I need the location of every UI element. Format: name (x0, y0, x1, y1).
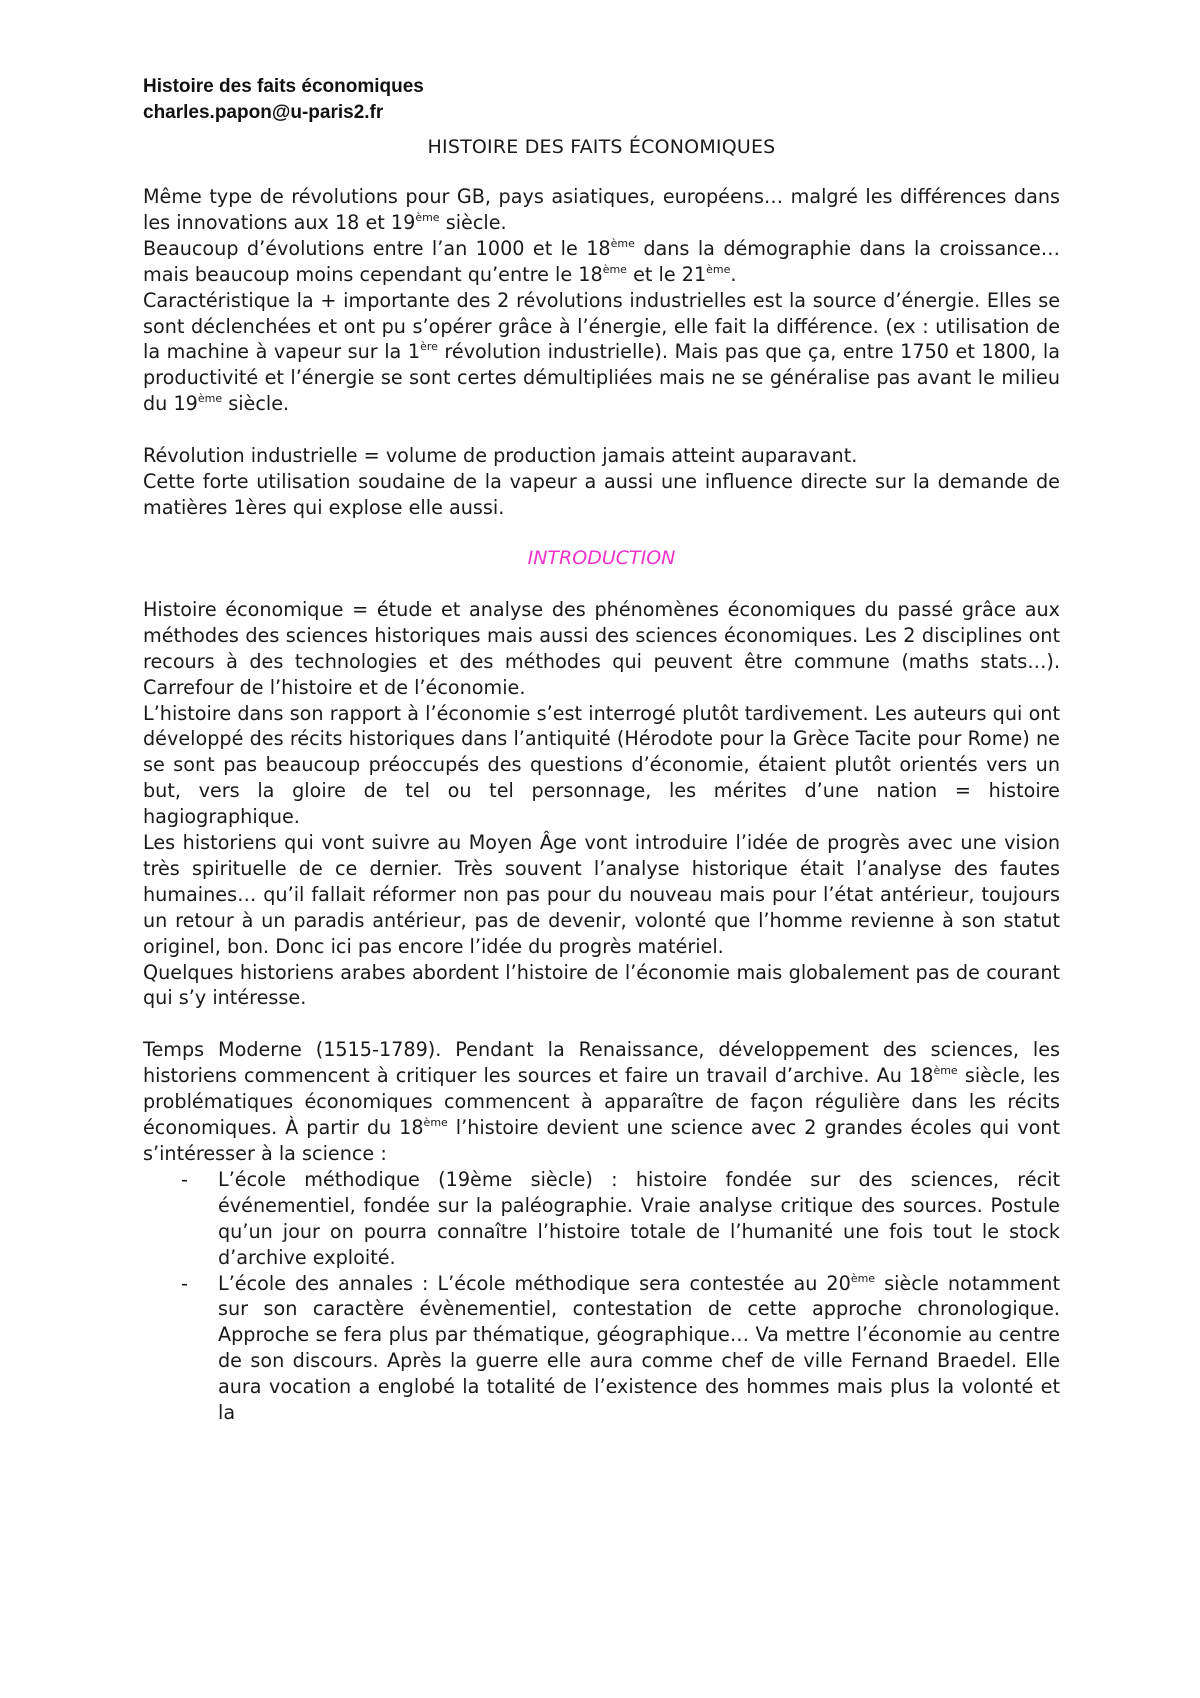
document-title: HISTOIRE DES FAITS ÉCONOMIQUES (427, 136, 776, 158)
paragraph: Caractéristique la + importante des 2 révolutions industrielles est la source d’énergie. Elles se sont déclenchées et ont pu s’opérer grâce à l’énergie, elle fait la différence. (ex : utilisation de la machine à vapeur sur la 1ère révolution industrielle). Mais pas que ça, entre 1750 et 1800, la productivité et l’énergie se sont certes démultipliées mais ne se généralise pas avant le milieu du 19ème siècle. (143, 288, 1060, 416)
header-course: Histoire des faits économiques (143, 76, 424, 97)
paragraph: Temps Moderne (1515-1789). Pendant la Renaissance, développement des sciences, les historiens commencent à critiquer les sources et faire un travail d’archive. Au 18ème siècle, les problématiques économiques commencent à apparaître de façon régulière dans les récits économiques. À partir du 18ème l’histoire devient une science avec 2 grandes écoles qui vont s’intéresser à la science : (143, 1038, 1060, 1165)
bullet-dash: - (181, 1271, 188, 1295)
paragraph: Révolution industrielle = volume de production jamais atteint auparavant. (143, 444, 858, 468)
paragraph: L’histoire dans son rapport à l’économie s’est interrogé plutôt tardivement. Les auteurs qui ont développé des récits historiques dans l’antiquité (Hérodote pour la Grèce Tacite pour Rome) ne se sont pas beaucoup préoccupés des questions d’économie, étaient plutôt orientés vers un but, vers la gloire de tel ou tel personnage, les mérites d’une nation = histoire hagiographique. (143, 701, 1060, 829)
spacer (143, 417, 1060, 443)
paragraph: Beaucoup d’évolutions entre l’an 1000 et le 18ème dans la démographie dans la croissance… mais beaucoup moins cependant qu’entre le 18ème et le 21ème. (143, 236, 1060, 286)
bullet-dash: - (181, 1167, 188, 1191)
list-item-text: L’école des annales : L’école méthodique sera contestée au 20ème siècle notamment sur son caractère évènementiel, contestation de cette approche chronologique. Approche se fera plus par thématique, géographique… Va mettre l’économie au centre de son discours. Après la guerre elle aura comme chef de ville Fernand Braedel. Elle aura vocation a englobé la totalité de l’existence des hommes mais plus la volonté et la (218, 1271, 1060, 1425)
paragraph: Même type de révolutions pour GB, pays asiatiques, européens… malgré les différences dans les innovations aux 18 et 19ème siècle. (143, 185, 1060, 234)
header-email: charles.papon@u-paris2.fr (143, 102, 384, 123)
list-item-text: L’école méthodique (19ème siècle) : histoire fondée sur des sciences, récit événementiel, fondée sur la paléographie. Vraie analyse critique des sources. Postule qu’un jour on pourra connaître l’histoire totale de l’humanité une fois tout le stock d’archive exploité. (218, 1167, 1060, 1269)
paragraph: Quelques historiens arabes abordent l’histoire de l’économie mais globalement pas de courant qui s’y intéresse. (143, 960, 1060, 1010)
spacer (143, 1011, 1060, 1037)
section-title: INTRODUCTION (527, 546, 676, 569)
list-item (143, 1271, 1060, 1426)
paragraph: Cette forte utilisation soudaine de la vapeur a aussi une influence directe sur la demande de matières 1ères qui explose elle aussi. (143, 470, 1060, 519)
list-item (143, 1167, 1060, 1271)
paragraph: Histoire économique = étude et analyse des phénomènes économiques du passé grâce aux méthodes des sciences historiques mais aussi des sciences économiques. Les 2 disciplines ont recours à des technologies et des méthodes qui peuvent être commune (maths stats…). Carrefour de l’histoire et de l’économie. (143, 597, 1060, 699)
paragraph: Les historiens qui vont suivre au Moyen Âge vont introduire l’idée de progrès avec une vision très spirituelle de ce dernier. Très souvent l’analyse historique était l’analyse des fautes humaines… qu’il fallait réformer non pas pour du nouveau mais pour l’état antérieur, toujours un retour à un paradis antérieur, pas de devenir, volonté que l’homme revienne à son statut originel, bon. Donc ici pas encore l’idée du progrès matériel. (143, 831, 1060, 958)
